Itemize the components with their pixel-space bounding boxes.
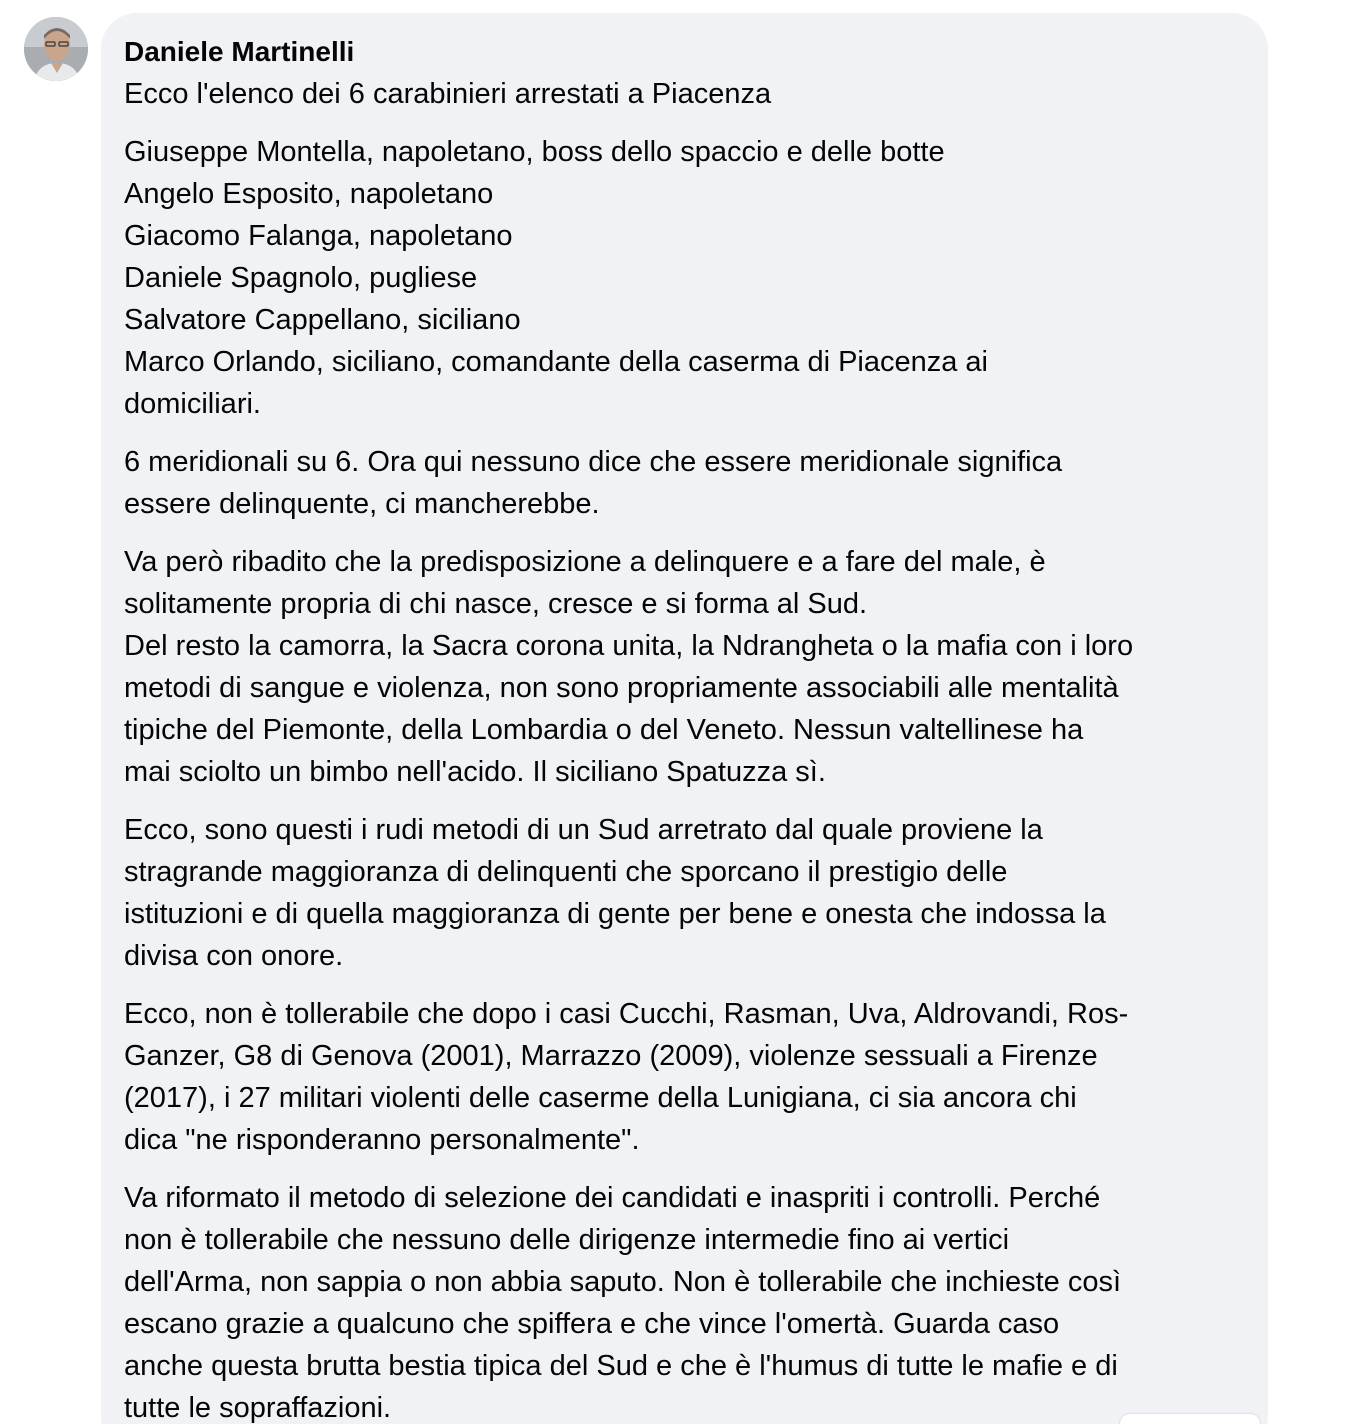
text-line: Ecco, non è tollerabile che dopo i casi Cucchi, Rasman, Uva, Aldrovandi, Ros- — [124, 998, 1129, 1030]
comment-paragraph — [124, 1177, 1246, 1424]
text-line: domiciliari. — [124, 388, 261, 420]
reactions-badge[interactable] — [1120, 1414, 1260, 1424]
comment-paragraph — [124, 441, 1246, 525]
comment-paragraph — [124, 73, 1246, 115]
author-name[interactable]: Daniele Martinelli — [124, 36, 355, 67]
comment-bubble — [101, 13, 1268, 1424]
text-line: divisa con onore. — [124, 940, 344, 972]
text-line: Angelo Esposito, napoletano — [124, 178, 494, 210]
text-line: Giuseppe Montella, napoletano, boss dello spaccio e delle botte — [124, 136, 945, 168]
avatar[interactable] — [24, 17, 88, 81]
text-line: Del resto la camorra, la Sacra corona unita, la Ndrangheta o la mafia con i loro — [124, 630, 1134, 662]
text-line: Ganzer, G8 di Genova (2001), Marrazzo (2009), violenze sessuali a Firenze — [124, 1040, 1098, 1072]
text-line: tutte le sopraffazioni. — [124, 1392, 392, 1424]
text-line: Giacomo Falanga, napoletano — [124, 220, 513, 252]
text-line: escano grazie a qualcuno che spiffera e che vince l'omertà. Guarda caso — [124, 1308, 1060, 1340]
text-line: dell'Arma, non sappia o non abbia saputo. Non è tollerabile che inchieste così — [124, 1266, 1122, 1298]
text-line: essere delinquente, ci mancherebbe. — [124, 488, 600, 520]
comment-paragraph — [124, 541, 1246, 793]
comment-paragraph — [124, 131, 1246, 425]
text-line: tipiche del Piemonte, della Lombardia o del Veneto. Nessun valtellinese ha — [124, 714, 1084, 746]
text-line: mai sciolto un bimbo nell'acido. Il siciliano Spatuzza sì. — [124, 756, 826, 788]
text-line: non è tollerabile che nessuno delle dirigenze intermedie fino ai vertici — [124, 1224, 1010, 1256]
text-line: Va riformato il metodo di selezione dei candidati e inaspriti i controlli. Perché — [124, 1182, 1101, 1214]
text-line: Salvatore Cappellano, siciliano — [124, 304, 521, 336]
text-line: stragrande maggioranza di delinquenti che sporcano il prestigio delle — [124, 856, 1008, 888]
text-line: Marco Orlando, siciliano, comandante della caserma di Piacenza ai — [124, 346, 988, 378]
text-line: Va però ribadito che la predisposizione a delinquere e a fare del male, è — [124, 546, 1046, 578]
text-line: dica "ne risponderanno personalmente". — [124, 1124, 640, 1156]
comment-paragraph — [124, 809, 1246, 977]
text-line: Daniele Spagnolo, pugliese — [124, 262, 478, 294]
text-line: istituzioni e di quella maggioranza di gente per bene e onesta che indossa la — [124, 898, 1106, 930]
comment-paragraph — [124, 993, 1246, 1161]
text-line: solitamente propria di chi nasce, cresce e si forma al Sud. — [124, 588, 868, 620]
text-line: Ecco l'elenco dei 6 carabinieri arrestati a Piacenza — [124, 78, 772, 110]
text-line: metodi di sangue e violenza, non sono propriamente associabili alle mentalità — [124, 672, 1119, 704]
text-line: 6 meridionali su 6. Ora qui nessuno dice che essere meridionale significa — [124, 446, 1063, 478]
text-line: (2017), i 27 militari violenti delle caserme della Lunigiana, ci sia ancora chi — [124, 1082, 1077, 1114]
text-line: Ecco, sono questi i rudi metodi di un Sud arretrato dal quale proviene la — [124, 814, 1043, 846]
text-line: anche questa brutta bestia tipica del Sud e che è l'humus di tutte le mafie e di — [124, 1350, 1118, 1382]
avatar-image — [24, 17, 88, 81]
